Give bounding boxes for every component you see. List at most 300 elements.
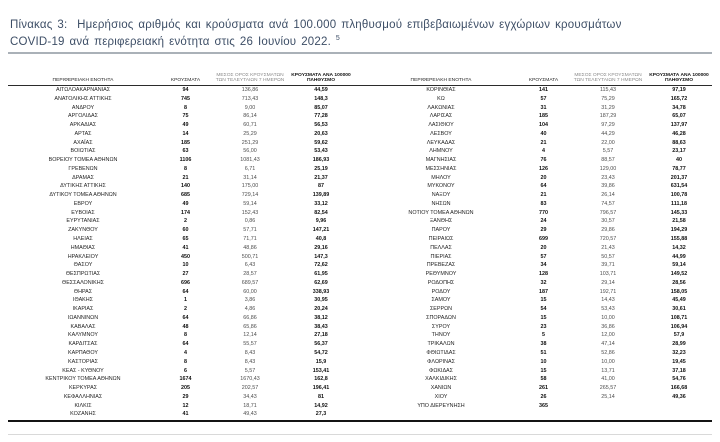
header-7day-average: ΜΕΣΟΣ ΟΡΟΣ ΚΡΟΥΣΜΑΤΩΝ ΤΩΝ ΤΕΛΕΥΤΑΙΩΝ 7 ΗΜΕΡΩΝ <box>573 72 643 84</box>
per-100k-value: 54,72 <box>314 349 328 356</box>
region-name: ΑΡΓΟΛΙΔΑΣ <box>68 113 98 120</box>
per-100k-value: 30,61 <box>672 306 686 313</box>
region-name: ΚΕΑΣ - ΚΥΘΝΟΥ <box>62 367 104 374</box>
table-row <box>8 288 356 297</box>
per-100k-value: 29,16 <box>314 244 328 251</box>
cases-value: 31 <box>540 104 547 111</box>
table-row <box>8 86 356 95</box>
table-row <box>8 402 356 411</box>
per-100k-value: 56,53 <box>314 122 328 129</box>
avg-7day-value: 720,57 <box>599 236 617 243</box>
region-name: ΧΑΛΚΙΔΙΚΗΣ <box>425 376 457 383</box>
table-row <box>366 95 714 104</box>
table-row <box>366 86 714 95</box>
per-100k-value: 82,54 <box>314 209 328 216</box>
cases-value: 41 <box>182 411 189 418</box>
table-row <box>8 235 356 244</box>
avg-7day-value: 26,14 <box>601 192 615 199</box>
per-100k-value: 9,96 <box>315 218 327 225</box>
table-caption-line2: COVID-19 ανά περιφερειακή ενότητα στις 26 Ιουνίου 2022. $^5$ <box>10 34 340 48</box>
cases-value: 38 <box>540 341 547 348</box>
avg-7day-value: 152,43 <box>241 209 259 216</box>
per-100k-value: 106,94 <box>670 323 688 330</box>
per-100k-value: 137,97 <box>670 122 688 129</box>
header-region: ΠΕΡΙΦΕΡΕΙΑΚΗ ΕΝΟΤΗΤΑ <box>410 78 472 84</box>
region-name: ΡΟΔΟΥ <box>431 288 451 295</box>
cases-value: 8 <box>184 358 187 365</box>
region-name: ΘΗΡΑΣ <box>73 288 93 295</box>
table-row <box>8 147 356 156</box>
region-name: ΧΑΝΙΩΝ <box>430 385 452 392</box>
table-row <box>8 130 356 139</box>
avg-7day-value: 175,00 <box>241 183 259 190</box>
per-100k-value: 45,49 <box>672 297 686 304</box>
avg-7day-value: 86,14 <box>243 113 257 120</box>
region-name: ΙΘΑΚΗΣ <box>72 297 93 304</box>
table-row <box>8 112 356 121</box>
avg-7day-value: 59,14 <box>243 200 257 207</box>
cases-value: 21 <box>182 174 189 181</box>
cases-value: 27 <box>182 271 189 278</box>
cases-value: 32 <box>540 279 547 286</box>
per-100k-value: 49,36 <box>672 393 686 400</box>
region-name: ΛΑΣΙΘΙΟΥ <box>428 122 454 129</box>
avg-7day-value: 74,57 <box>601 200 615 207</box>
avg-7day-value: 97,29 <box>601 122 615 129</box>
table-row <box>366 261 714 270</box>
cases-value: 64 <box>182 288 189 295</box>
cases-value: 745 <box>181 95 190 102</box>
table-row <box>366 147 714 156</box>
avg-7day-value <box>571 402 645 411</box>
region-name: ΕΥΒΟΙΑΣ <box>71 209 95 216</box>
per-100k-value: 30,95 <box>314 297 328 304</box>
avg-7day-value: 30,57 <box>601 218 615 225</box>
table-caption-prefix: Πίνακας 3: <box>10 18 68 31</box>
table-row <box>366 191 714 200</box>
per-100k-value: 87 <box>318 183 324 190</box>
region-name: ΖΑΚΥΝΘΟΥ <box>68 227 98 234</box>
avg-7day-value: 796,57 <box>599 209 617 216</box>
cases-value: 64 <box>182 314 189 321</box>
region-name: ΠΕΛΛΑΣ <box>430 244 452 251</box>
cases-value: 128 <box>539 271 548 278</box>
region-name: ΝΟΤΙΟΥ ΤΟΜΕΑ ΑΘΗΝΩΝ <box>408 209 474 216</box>
per-100k-value: 81 <box>318 393 324 400</box>
per-100k-value: 59,62 <box>314 139 328 146</box>
avg-7day-value: 10,00 <box>601 314 615 321</box>
region-name: ΗΡΑΚΛΕΙΟΥ <box>67 253 99 260</box>
avg-7day-value: 36,86 <box>601 323 615 330</box>
avg-7day-value: 88,57 <box>601 157 615 164</box>
per-100k-value: 28,56 <box>672 279 686 286</box>
avg-7day-value: 115,43 <box>599 87 617 93</box>
per-100k-value: 15,9 <box>315 358 327 365</box>
table-row <box>8 384 356 393</box>
region-name: ΦΩΚΙΔΑΣ <box>429 367 453 374</box>
avg-7day-value: 71,71 <box>243 236 257 243</box>
per-100k-value: 25,19 <box>314 165 328 172</box>
avg-7day-value: 29,14 <box>601 279 615 286</box>
avg-7day-value: 5,57 <box>602 148 614 155</box>
cases-value: 29 <box>182 393 189 400</box>
table-row <box>8 165 356 174</box>
cases-value: 24 <box>540 218 547 225</box>
title-divider-rule <box>8 52 712 54</box>
per-100k-value: 23,17 <box>672 148 686 155</box>
table-row <box>8 200 356 209</box>
avg-7day-value: 39,86 <box>601 183 615 190</box>
table-row <box>8 174 356 183</box>
avg-7day-value: 22,00 <box>601 139 615 146</box>
region-name: ΛΑΚΩΝΙΑΣ <box>427 104 455 111</box>
per-100k-value: 100,78 <box>670 192 688 199</box>
avg-7day-value: 31,29 <box>601 104 615 111</box>
per-100k-value: 40,8 <box>315 236 327 243</box>
per-100k-value: 149,52 <box>670 271 688 278</box>
avg-7day-value: 25,14 <box>601 393 615 400</box>
cases-value: 26 <box>540 393 547 400</box>
cases-value: 40 <box>540 130 547 137</box>
avg-7day-value: 23,43 <box>601 174 615 181</box>
avg-7day-value: 0,86 <box>244 218 256 225</box>
per-100k-value: 14,92 <box>314 402 328 409</box>
per-100k-value: 54,76 <box>672 376 686 383</box>
table-row <box>8 331 356 340</box>
per-100k-value: 166,68 <box>670 385 688 392</box>
table-row <box>8 296 356 305</box>
avg-7day-value: 34,43 <box>243 393 257 400</box>
cases-value: 51 <box>540 349 547 356</box>
table-row <box>366 296 714 305</box>
table-caption <box>10 17 712 51</box>
region-name: ΛΗΜΝΟΥ <box>429 148 453 155</box>
table-header-right <box>366 61 714 86</box>
table-row <box>8 305 356 314</box>
cases-value: 63 <box>182 148 189 155</box>
avg-7day-value: 48,86 <box>243 244 257 251</box>
cases-value: 174 <box>181 209 190 216</box>
region-name: ΑΝΔΡΟΥ <box>71 104 95 111</box>
avg-7day-value: 21,43 <box>601 244 615 251</box>
per-100k-value: 108,71 <box>670 314 688 321</box>
avg-7day-value: 1081,43 <box>240 157 260 164</box>
table-row <box>366 174 714 183</box>
region-name: ΜΗΛΟΥ <box>431 174 451 181</box>
table-row <box>8 226 356 235</box>
avg-7day-value: 47,14 <box>601 341 615 348</box>
table-row <box>8 156 356 165</box>
cases-value: 65 <box>182 236 189 243</box>
avg-7day-value: 53,43 <box>601 306 615 313</box>
region-name: ΑΙΤΩΛΟΑΚΑΡΝΑΝΙΑΣ <box>55 87 111 93</box>
cases-value: 699 <box>539 236 548 243</box>
region-name: ΝΑΞΟΥ <box>431 192 451 199</box>
cases-value: 770 <box>539 209 548 216</box>
avg-7day-value: 129,00 <box>599 165 617 172</box>
per-100k-value: 147,21 <box>312 227 330 234</box>
table-row <box>366 217 714 226</box>
table-row <box>366 323 714 332</box>
per-100k-value: 186,93 <box>312 157 330 164</box>
table-row <box>8 323 356 332</box>
cases-value: 6 <box>184 367 187 374</box>
cases-value: 49 <box>182 122 189 129</box>
region-name: ΔΥΤΙΚΗΣ ΑΤΤΙΚΗΣ <box>60 183 106 190</box>
cases-value: 57 <box>540 95 547 102</box>
per-100k-value: 40 <box>676 157 682 164</box>
per-100k-value: 59,14 <box>672 262 686 269</box>
avg-7day-value: 65,86 <box>243 323 257 330</box>
header-region: ΠΕΡΙΦΕΡΕΙΑΚΗ ΕΝΟΤΗΤΑ <box>52 78 114 84</box>
table-row <box>366 200 714 209</box>
table-row <box>8 375 356 384</box>
cases-value: 450 <box>181 253 190 260</box>
subtable-left <box>8 61 356 419</box>
cases-value: 20 <box>540 244 547 251</box>
avg-7day-value: 29,86 <box>601 227 615 234</box>
avg-7day-value: 12,00 <box>601 332 615 339</box>
header-cases: ΚΡΟΥΣΜΑΤΑ <box>528 78 559 84</box>
per-100k-value: 85,07 <box>314 104 328 111</box>
avg-7day-value: 8,43 <box>244 349 256 356</box>
cases-value: 8 <box>184 104 187 111</box>
cases-value: 4 <box>542 148 545 155</box>
cases-value: 140 <box>181 183 190 190</box>
covid-region-table <box>8 61 714 419</box>
region-name: ΚΟΖΑΝΗΣ <box>70 411 96 418</box>
cases-value: 1 <box>184 297 187 304</box>
per-100k-value <box>645 402 713 411</box>
avg-7day-value: 729,14 <box>241 192 259 199</box>
region-name: ΚΕΝΤΡΙΚΟΥ ΤΟΜΕΑ ΑΘΗΝΩΝ <box>45 376 121 383</box>
region-name: ΝΗΣΩΝ <box>431 200 451 207</box>
per-100k-value: 46,28 <box>672 130 686 137</box>
per-100k-value: 201,37 <box>670 174 688 181</box>
avg-7day-value: 18,71 <box>243 402 257 409</box>
cases-value: 5 <box>542 332 545 339</box>
cases-value: 141 <box>539 87 548 93</box>
cases-value: 57 <box>540 253 547 260</box>
table-row <box>8 244 356 253</box>
avg-7day-value: 265,57 <box>599 385 617 392</box>
avg-7day-value: 52,86 <box>601 349 615 356</box>
per-100k-value: 14,32 <box>672 244 686 251</box>
per-100k-value: 61,95 <box>314 271 328 278</box>
table-row <box>8 139 356 148</box>
avg-7day-value: 44,29 <box>601 130 615 137</box>
per-100k-value: 44,59 <box>314 87 328 93</box>
per-100k-value: 139,89 <box>312 192 330 199</box>
region-name: ΗΛΕΙΑΣ <box>73 236 93 243</box>
avg-7day-value: 8,43 <box>244 358 256 365</box>
table-row <box>8 410 356 419</box>
cases-value: 187 <box>539 288 548 295</box>
region-name: ΡΕΘΥΜΝΟΥ <box>425 271 457 278</box>
per-100k-value: 53,43 <box>314 148 328 155</box>
cases-value: 60 <box>182 227 189 234</box>
region-name: ΒΟΡΕΙΟΥ ΤΟΜΕΑ ΑΘΗΝΩΝ <box>48 157 118 164</box>
region-name: ΛΕΣΒΟΥ <box>430 130 452 137</box>
table-row <box>366 279 714 288</box>
cases-value: 185 <box>539 113 548 120</box>
table-row <box>366 402 714 411</box>
table-row <box>8 367 356 376</box>
cases-value: 64 <box>540 183 547 190</box>
avg-7day-value: 39,71 <box>601 262 615 269</box>
per-100k-value: 19,45 <box>672 358 686 365</box>
table-row <box>366 367 714 376</box>
region-name: ΣΥΡΟΥ <box>431 323 451 330</box>
avg-7day-value: 689,57 <box>241 279 259 286</box>
table-row <box>8 191 356 200</box>
per-100k-value: 158,05 <box>670 288 688 295</box>
avg-7day-value: 57,71 <box>243 227 257 234</box>
cases-value: 64 <box>182 341 189 348</box>
cases-value: 76 <box>540 157 547 164</box>
avg-7day-value: 1670,43 <box>240 376 260 383</box>
cases-value: 2 <box>184 218 187 225</box>
cases-value: 94 <box>182 87 189 93</box>
cases-value: 75 <box>182 113 189 120</box>
avg-7day-value: 500,71 <box>241 253 259 260</box>
cases-value: 34 <box>540 262 547 269</box>
table-row <box>8 209 356 218</box>
cases-value: 10 <box>540 358 547 365</box>
region-name: ΘΑΣΟΥ <box>73 262 93 269</box>
table-row <box>366 393 714 402</box>
table-header-left <box>8 61 356 86</box>
table-row <box>366 384 714 393</box>
avg-7day-value: 49,43 <box>243 411 257 418</box>
cases-value: 8 <box>184 332 187 339</box>
avg-7day-value: 31,14 <box>243 174 257 181</box>
per-100k-value: 27,18 <box>314 332 328 339</box>
table-row <box>366 182 714 191</box>
table-row <box>366 314 714 323</box>
table-row <box>8 104 356 113</box>
table-row <box>8 270 356 279</box>
table-row <box>8 358 356 367</box>
avg-7day-value: 202,57 <box>241 385 259 392</box>
per-100k-value: 56,37 <box>314 341 328 348</box>
per-100k-value: 147,3 <box>314 253 328 260</box>
table-body-right <box>366 86 714 410</box>
per-100k-value: 77,28 <box>314 113 328 120</box>
table-row <box>366 340 714 349</box>
table-row <box>8 121 356 130</box>
table-row <box>366 270 714 279</box>
avg-7day-value: 9,00 <box>244 104 256 111</box>
per-100k-value: 20,63 <box>314 130 328 137</box>
per-100k-value: 88,63 <box>672 139 686 146</box>
region-name: ΚΕΦΑΛΛΗΝΙΑΣ <box>63 393 103 400</box>
table-row <box>8 95 356 104</box>
cases-value: 15 <box>540 314 547 321</box>
header-underline-rule <box>8 85 712 86</box>
per-100k-value: 38,12 <box>314 314 328 321</box>
per-100k-value: 28,99 <box>672 341 686 348</box>
per-100k-value: 27,3 <box>315 411 327 418</box>
header-per-100k: ΚΡΟΥΣΜΑΤΑ ΑΝΑ 100000 ΠΛΗΘΥΣΜΟ <box>649 72 709 84</box>
cases-value: 23 <box>540 323 547 330</box>
avg-7day-value: 5,57 <box>244 367 256 374</box>
per-100k-value: 631,54 <box>670 183 688 190</box>
cases-value: 2 <box>184 306 187 313</box>
table-row <box>8 349 356 358</box>
cases-value: 4 <box>184 349 187 356</box>
per-100k-value: 34,78 <box>672 104 686 111</box>
table-row <box>8 314 356 323</box>
region-name: ΔΡΑΜΑΣ <box>72 174 94 181</box>
avg-7day-value: 4,86 <box>244 306 256 313</box>
region-name: ΘΕΣΠΡΩΤΙΑΣ <box>65 271 101 278</box>
avg-7day-value: 41,00 <box>601 376 615 383</box>
cases-value: 104 <box>539 122 548 129</box>
region-name: ΦΘΙΩΤΙΔΑΣ <box>426 349 456 356</box>
region-name: ΕΒΡΟΥ <box>73 200 93 207</box>
per-100k-value: 21,37 <box>314 174 328 181</box>
table-row <box>366 358 714 367</box>
header-cases: ΚΡΟΥΣΜΑΤΑ <box>170 78 201 84</box>
region-name: ΦΛΩΡΙΝΑΣ <box>427 358 455 365</box>
per-100k-value: 165,72 <box>670 95 688 102</box>
per-100k-value: 145,33 <box>670 209 688 216</box>
region-name: ΑΝΑΤΟΛΙΚΗΣ ΑΤΤΙΚΗΣ <box>54 95 112 102</box>
cases-value: 21 <box>540 139 547 146</box>
table-row <box>366 253 714 262</box>
avg-7day-value: 103,71 <box>599 271 617 278</box>
region-name: ΠΡΕΒΕΖΑΣ <box>426 262 456 269</box>
avg-7day-value: 713,43 <box>241 95 259 102</box>
cases-value: 15 <box>540 367 547 374</box>
cases-value: 58 <box>540 376 547 383</box>
region-name: ΠΕΙΡΑΙΩΣ <box>428 236 454 243</box>
region-name: ΚΑΛΥΜΝΟΥ <box>68 332 98 339</box>
cases-value: 12 <box>182 402 189 409</box>
avg-7day-value: 3,86 <box>244 297 256 304</box>
table-row <box>8 217 356 226</box>
region-name: ΘΕΣΣΑΛΟΝΙΚΗΣ <box>62 279 104 286</box>
cases-value: 10 <box>182 262 189 269</box>
cases-value: 20 <box>540 174 547 181</box>
footer-rule <box>8 434 712 435</box>
avg-7day-value: 6,43 <box>244 262 256 269</box>
avg-7day-value: 14,43 <box>601 297 615 304</box>
table-row <box>366 331 714 340</box>
table-row <box>366 235 714 244</box>
region-name: ΛΕΥΚΑΔΑΣ <box>426 139 456 146</box>
table-bottom-rule <box>8 420 712 422</box>
cases-value: 685 <box>181 192 190 199</box>
region-name: ΚΑΣΤΟΡΙΑΣ <box>68 358 98 365</box>
table-row <box>366 305 714 314</box>
per-100k-value: 78,77 <box>672 165 686 172</box>
region-name: ΤΗΝΟΥ <box>431 332 451 339</box>
table-row <box>366 104 714 113</box>
avg-7day-value: 28,57 <box>243 271 257 278</box>
per-100k-value: 44,99 <box>672 253 686 260</box>
avg-7day-value: 66,86 <box>243 314 257 321</box>
region-name: ΚΑΡΠΑΘΟΥ <box>68 349 98 356</box>
avg-7day-value: 12,14 <box>243 332 257 339</box>
per-100k-value: 57,9 <box>673 332 685 339</box>
cases-value: 126 <box>539 165 548 172</box>
cases-value: 14 <box>182 130 189 137</box>
cases-value: 54 <box>540 306 547 313</box>
region-name: ΑΡΤΑΣ <box>74 130 92 137</box>
per-100k-value: 153,41 <box>312 367 330 374</box>
